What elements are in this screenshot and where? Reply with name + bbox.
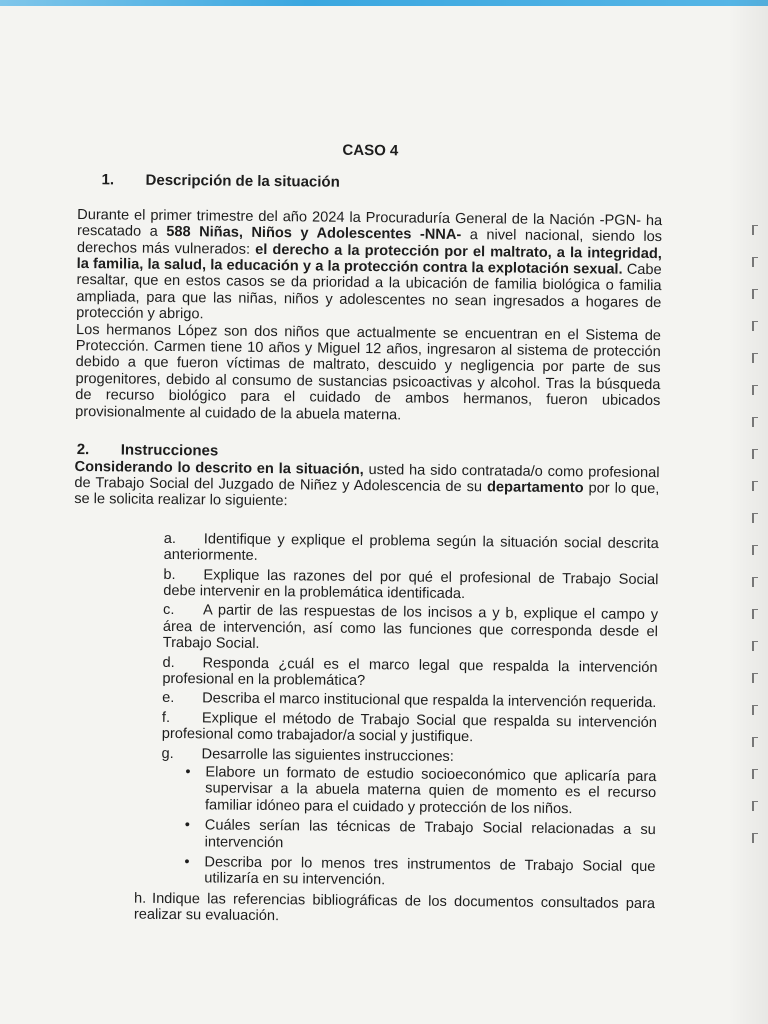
item-letter: c. bbox=[162, 602, 175, 619]
section-1-title: Descripción de la situación bbox=[145, 172, 340, 192]
text-run: usted ha sido contratada/o como profesional de Trabajo Social del Juzgado de Niñez y Adolescencia de su bbox=[74, 461, 660, 496]
item-letter: g. bbox=[161, 745, 174, 762]
section-2-number: 2. bbox=[76, 441, 90, 459]
instruction-item-d bbox=[162, 654, 657, 692]
item-letter: e. bbox=[162, 690, 175, 707]
bold-run: Considerando lo descrito en la situación, bbox=[74, 458, 364, 478]
situation-paragraph-1 bbox=[76, 207, 662, 328]
instruction-item-c bbox=[163, 602, 658, 656]
item-text: Identifique y explique el problema según la situación social descrita anteriormente. bbox=[163, 531, 659, 565]
sub-instruction-3: • Describa por lo menos tres instrumentos de Trabajo Social que utilizaría en su intervención. bbox=[182, 854, 655, 892]
sub-instruction-list bbox=[160, 764, 656, 892]
item-text: Explique las razones del por qué el profesional de Trabajo Social debe intervenir en la problemática identificada. bbox=[163, 566, 659, 603]
document-page bbox=[70, 140, 663, 932]
instruction-item-b bbox=[163, 566, 658, 604]
text-run: por lo que, se le solicita realizar lo siguiente: bbox=[74, 480, 660, 510]
instruction-list bbox=[70, 530, 659, 929]
instruction-item-g bbox=[160, 746, 656, 892]
item-text: Desarrolle las siguientes instrucciones: bbox=[201, 745, 454, 765]
section-1-number: 1. bbox=[101, 171, 115, 189]
section-2-title: Instrucciones bbox=[120, 441, 219, 460]
bleed-through-marks bbox=[752, 225, 762, 843]
item-letter: f. bbox=[161, 709, 171, 726]
text-run: Durante el primer trimestre del año 2024 la Procuraduría General de la Nación -PGN- ha rescatado a bbox=[76, 206, 663, 241]
sub-instruction-1: • Elabore un formato de estudio socioeconómico que aplicaría para supervisar a la abuela materna quien de momento es el recurso familiar idóneo para el cuidado y protección de los niños. bbox=[183, 764, 656, 818]
item-letter: d. bbox=[162, 654, 175, 671]
instruction-item-e bbox=[162, 690, 657, 712]
item-text: Describa el marco institucional que respalda la intervención requerida. bbox=[202, 690, 657, 712]
page-shadow bbox=[728, 0, 768, 1024]
item-text: A partir de las respuestas de los incisos a y b, explique el campo y área de intervención, así como las funciones que corresponda desde el Trabajo Social. bbox=[162, 602, 659, 653]
document-title: CASO 4 bbox=[342, 141, 399, 160]
item-letter: b. bbox=[163, 566, 176, 583]
instructions-intro bbox=[74, 458, 659, 513]
text-run: a nivel nacional, siendo los derechos más vulnerados: bbox=[76, 227, 663, 258]
instruction-item-f bbox=[162, 710, 657, 748]
item-text: Indique las referencias bibliográficas de los documentos consultados para realizar su evaluación. bbox=[133, 890, 656, 925]
bold-run: departamento bbox=[486, 479, 584, 497]
bold-run: 588 Niñas, Niños y Adolescentes -NNA- bbox=[166, 224, 462, 244]
bold-run: el derecho a la protección por el maltrato, a la integridad, la familia, la salud, la educación y a la protección contra la explotación sexual. bbox=[76, 241, 662, 278]
item-letter: a. bbox=[163, 530, 177, 547]
instruction-item-a bbox=[164, 531, 659, 569]
instruction-item-h bbox=[134, 890, 655, 928]
item-letter: h. bbox=[133, 890, 147, 907]
situation-paragraph-2: Los hermanos López son dos niños que actualmente se encuentran en el Sistema de Protección. Carmen tiene 10 años y Miguel 12 años, ingresaron al sistema de protección debido a que fueron víctimas de maltrato, descuido y negligencia por parte de sus progenitores, debido al consumo de sustancias psicoactivas y alcohol. Tras la búsqueda de recurso biológico para el cuidado de ambos hermanos, fueron ubicados provisionalmente al cuidado de la abuela materna. bbox=[75, 321, 662, 424]
item-text: Responda ¿cuál es el marco legal que respalda la intervención profesional en la problemática? bbox=[162, 654, 658, 690]
item-text: Explique el método de Trabajo Social que respalda su intervención profesional como trabajador/a social y justifique. bbox=[161, 710, 658, 746]
sub-instruction-2: • Cuáles serían las técnicas de Trabajo Social relacionadas a su intervención bbox=[183, 817, 656, 855]
section-1-heading bbox=[77, 172, 662, 195]
page-top-edge bbox=[0, 0, 768, 6]
text-run: Cabe resaltar, que en estos casos se da prioridad a la ubicación de familia biológica o familia ampliada, para que las niñas, niños y adolescentes no sean ingresados a hogares de protección y abrigo. bbox=[76, 261, 662, 323]
